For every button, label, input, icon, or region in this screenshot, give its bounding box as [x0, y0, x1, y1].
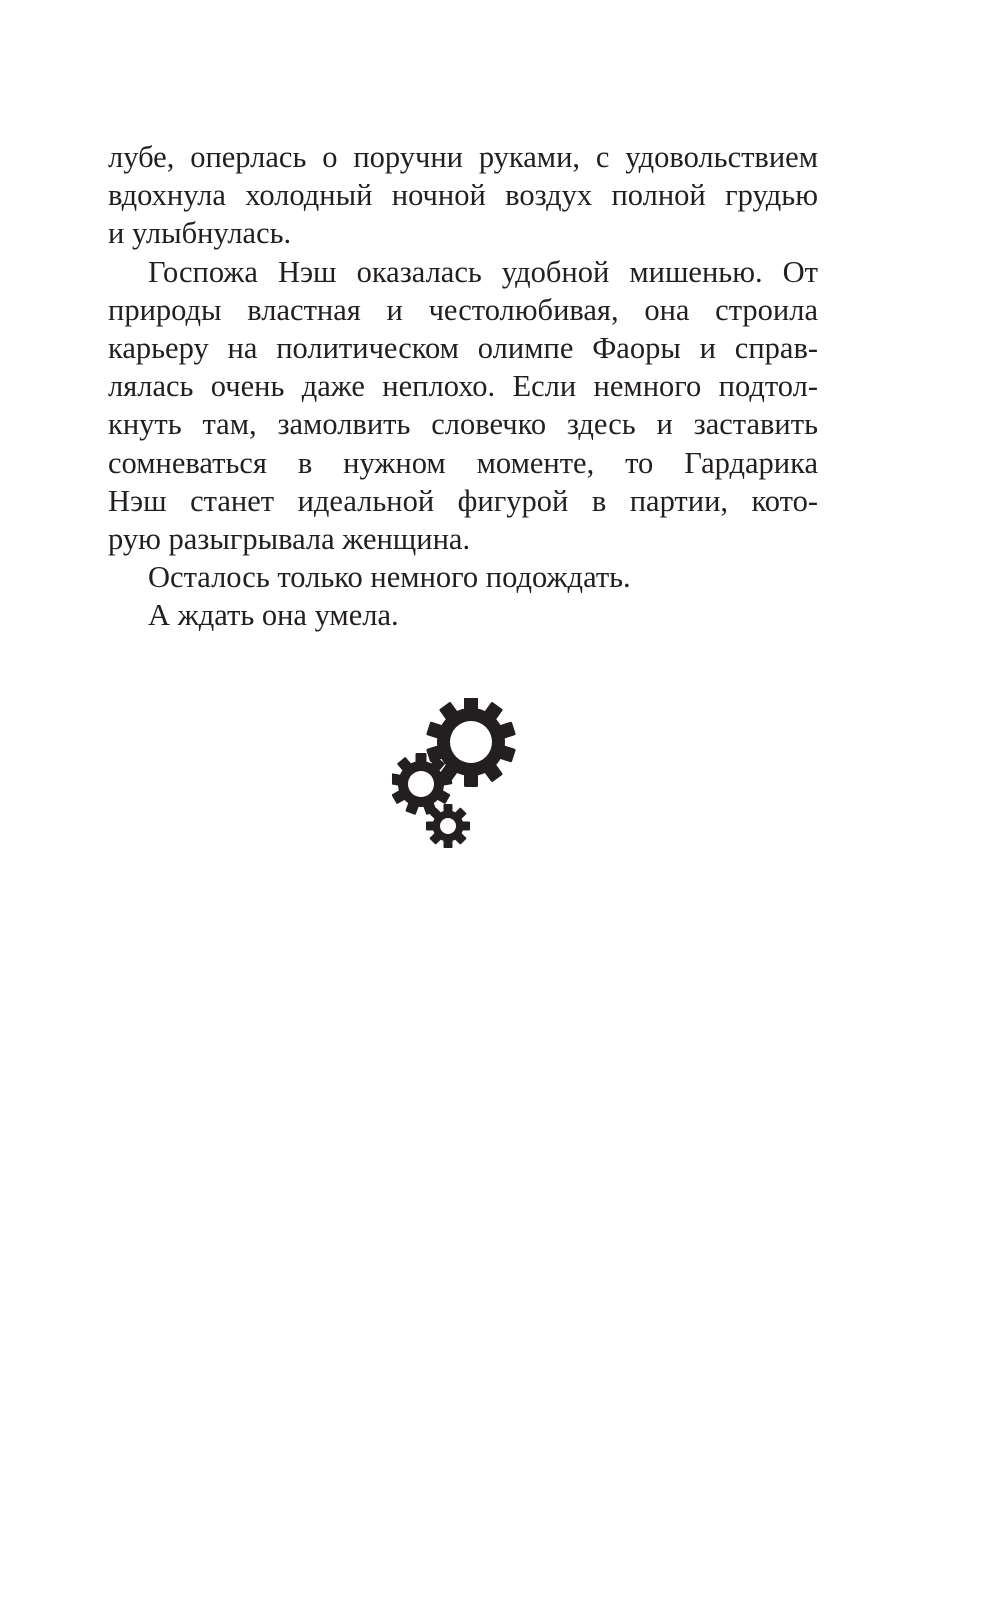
text-line: Госпожа Нэш оказалась удобной мишенью. От	[148, 254, 818, 289]
text-line: рую разыгрывала женщина.	[108, 521, 471, 556]
text-line: сомневаться в нужном моменте, то Гардарика	[108, 445, 818, 480]
text-line: А ждать она умела.	[148, 598, 399, 633]
text-line: карьеру на политическом олимпе Фаоры и справ-	[108, 330, 818, 365]
text-line: Нэш станет идеальной фигурой в партии, кото-	[108, 483, 818, 518]
text-line: кнуть там, замолвить словечко здесь и заставить	[108, 407, 818, 442]
body-text	[108, 138, 818, 634]
text-line: и улыбнулась.	[108, 216, 292, 251]
text-line: вдохнула холодный ночной воздух полной грудью	[108, 178, 818, 213]
text-line: природы властная и честолюбивая, она строила	[108, 292, 818, 327]
text-line: лубе, оперлась о поручни руками, с удовольствием	[108, 140, 818, 174]
text-line: лялась очень даже неплохо. Если немного подтол-	[108, 369, 818, 404]
text-line: Осталось только немного подождать.	[148, 560, 631, 595]
gears-icon	[392, 698, 540, 854]
